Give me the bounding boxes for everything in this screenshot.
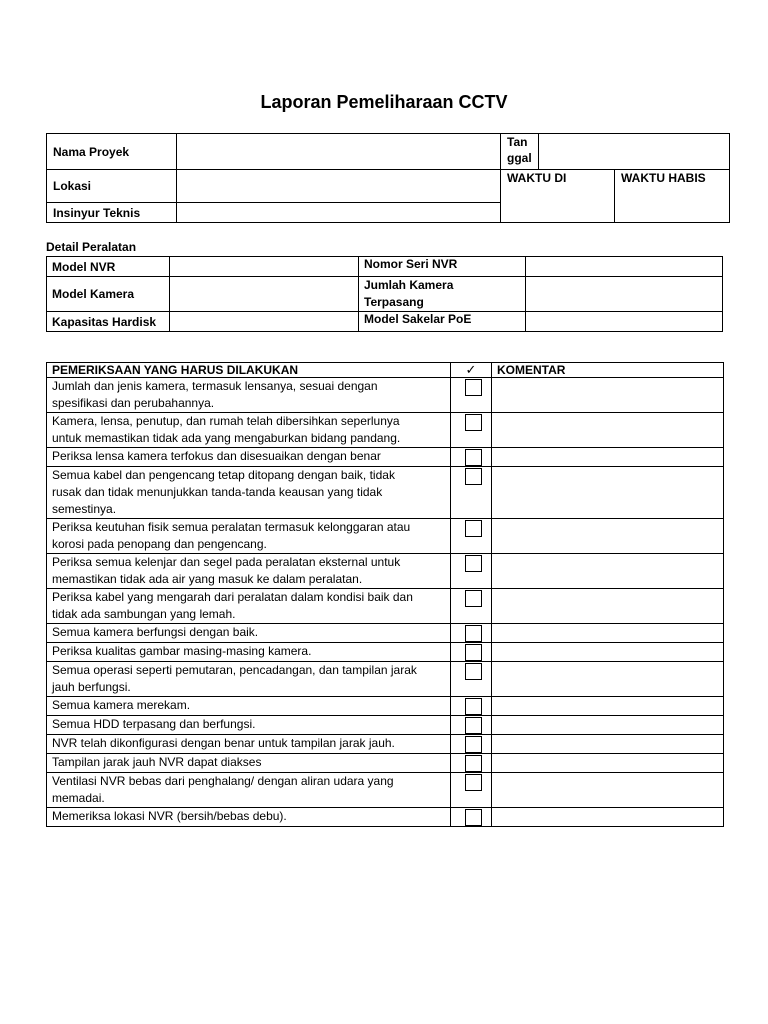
comment-field[interactable] [492,808,724,827]
checklist-item-line: Semua kamera berfungsi dengan baik. [52,625,259,639]
checklist-item-line: Periksa keutuhan fisik semua peralatan termasuk kelonggaran atau [52,520,411,534]
checklist-item-text [47,378,451,413]
jumlah-kamera-line2: Terpasang [364,295,424,309]
checklist-item-text [47,624,451,643]
model-sakelar-poe-label: Model Sakelar PoE [359,312,526,332]
checklist-checkbox[interactable] [465,809,482,826]
checklist-checkbox[interactable] [465,590,482,607]
checklist-item-line: Semua operasi seperti pemutaran, pencadangan, dan tampilan jarak [52,663,417,677]
checklist-item-text [47,554,451,589]
checkbox-cell [451,754,492,773]
checklist-item-text [47,773,451,808]
lokasi-label: Lokasi [47,170,177,203]
checklist-item-line: untuk memastikan tidak ada yang mengaburkan bidang pandang. [52,431,401,445]
comment-field[interactable] [492,697,724,716]
nomor-seri-nvr-field[interactable] [526,257,723,277]
checklist-row [47,735,724,754]
checkbox-cell [451,662,492,697]
comment-field[interactable] [492,754,724,773]
checklist-checkbox[interactable] [465,755,482,772]
checklist-item-line: Semua kabel dan pengencang tetap ditopang dengan baik, tidak [52,468,395,482]
checklist-item-line: rusak dan tidak menunjukkan tanda-tanda keausan yang tidak [52,485,383,499]
checklist-item-line: jauh berfungsi. [52,680,131,694]
waktu-habis-label: WAKTU HABIS [621,171,706,185]
checklist-item-text [47,735,451,754]
checkbox-cell [451,624,492,643]
checklist-checkbox[interactable] [465,379,482,396]
checklist-item-line: Kamera, lensa, penutup, dan rumah telah dibersihkan seperlunya [52,414,400,428]
checkbox-cell [451,716,492,735]
komentar-header-label: KOMENTAR [492,363,724,378]
checklist-item-text [47,413,451,448]
insinyur-teknis-label: Insinyur Teknis [47,203,177,223]
checklist-checkbox[interactable] [465,736,482,753]
comment-field[interactable] [492,624,724,643]
checkbox-cell [451,589,492,624]
jumlah-kamera-label [359,277,526,312]
tanggal-label-line1: Tan [507,135,528,149]
checklist-checkbox[interactable] [465,414,482,431]
tanggal-field[interactable] [539,134,730,170]
checkbox-cell [451,773,492,808]
checklist-row [47,519,724,554]
checklist-checkbox[interactable] [465,717,482,734]
checkbox-cell [451,697,492,716]
checklist-row [47,754,724,773]
checklist-checkbox[interactable] [465,555,482,572]
model-sakelar-poe-field[interactable] [526,312,723,332]
checklist-item-line: Periksa kualitas gambar masing-masing kamera. [52,644,312,658]
project-info-table [46,133,730,223]
checklist-row [47,624,724,643]
kapasitas-hardisk-field[interactable] [170,312,359,332]
checkbox-cell [451,378,492,413]
checklist-item-text [47,589,451,624]
comment-field[interactable] [492,643,724,662]
checklist-row [47,662,724,697]
checklist-item-line: semestinya. [52,502,117,516]
nama-proyek-label: Nama Proyek [47,134,177,170]
checkbox-cell [451,519,492,554]
checklist-checkbox[interactable] [465,644,482,661]
insinyur-teknis-field[interactable] [177,203,501,223]
checklist-row [47,589,724,624]
checklist-checkbox[interactable] [465,774,482,791]
checklist-row [47,643,724,662]
model-nvr-label: Model NVR [47,257,170,277]
checklist-row [47,413,724,448]
nama-proyek-field[interactable] [177,134,501,170]
comment-field[interactable] [492,413,724,448]
waktu-di-cell[interactable] [501,170,615,223]
checklist-item-line: spesifikasi dan perubahannya. [52,396,215,410]
checklist-item-text [47,754,451,773]
checklist-item-line: Semua HDD terpasang dan berfungsi. [52,717,256,731]
equipment-table [46,256,723,332]
checklist-checkbox[interactable] [465,468,482,485]
checklist-item-line: Jumlah dan jenis kamera, termasuk lensanya, sesuai dengan [52,379,378,393]
tanggal-label [501,134,539,170]
comment-field[interactable] [492,448,724,467]
jumlah-kamera-line1: Jumlah Kamera [364,278,454,292]
checklist-item-text [47,448,451,467]
model-kamera-label: Model Kamera [47,277,170,312]
checkbox-cell [451,643,492,662]
checklist-row [47,697,724,716]
checklist-item-text [47,467,451,519]
waktu-di-label: WAKTU DI [507,171,567,185]
checklist-item-line: Tampilan jarak jauh NVR dapat diakses [52,755,262,769]
checklist-item-text [47,697,451,716]
checklist-item-line: Ventilasi NVR bebas dari penghalang/ dengan aliran udara yang [52,774,394,788]
checklist-item-text [47,662,451,697]
model-nvr-field[interactable] [170,257,359,277]
kapasitas-hardisk-label: Kapasitas Hardisk [47,312,170,332]
checklist-row [47,467,724,519]
checklist-item-line: Periksa lensa kamera terfokus dan disesuaikan dengan benar [52,449,381,463]
comment-field[interactable] [492,378,724,413]
checklist-item-text [47,519,451,554]
comment-field[interactable] [492,735,724,754]
checklist-table [46,362,724,827]
jumlah-kamera-field[interactable] [526,277,723,312]
checklist-row [47,808,724,827]
checklist-checkbox[interactable] [465,663,482,680]
checklist-item-text [47,643,451,662]
checklist-item-line: korosi pada penopang dan pengencang. [52,537,267,551]
comment-field[interactable] [492,716,724,735]
checklist-row [47,448,724,467]
checklist-row [47,716,724,735]
checklist-item-line: NVR telah dikonfigurasi dengan benar untuk tampilan jarak jauh. [52,736,395,750]
checkbox-cell [451,735,492,754]
checklist-checkbox[interactable] [465,625,482,642]
comment-field[interactable] [492,662,724,697]
comment-field[interactable] [492,519,724,554]
checklist-item-line: Periksa semua kelenjar dan segel pada peralatan eksternal untuk [52,555,401,569]
model-kamera-field[interactable] [170,277,359,312]
checklist-item-line: Memeriksa lokasi NVR (bersih/bebas debu). [52,809,287,823]
checklist-row [47,378,724,413]
checkbox-cell [451,448,492,467]
comment-field[interactable] [492,589,724,624]
page-title: Laporan Pemeliharaan CCTV [260,92,508,112]
checkmark-icon: ✓ [451,363,492,378]
detail-peralatan-label: Detail Peralatan [46,240,137,254]
checklist-header-label: PEMERIKSAAN YANG HARUS DILAKUKAN [47,363,451,378]
waktu-habis-cell[interactable] [615,170,730,223]
checklist-item-line: memadai. [52,791,105,805]
checklist-item-line: Periksa kabel yang mengarah dari peralatan dalam kondisi baik dan [52,590,413,604]
checklist-row [47,554,724,589]
lokasi-field[interactable] [177,170,501,203]
checklist-checkbox[interactable] [465,449,482,466]
checkbox-cell [451,467,492,519]
checklist-item-line: Semua kamera merekam. [52,698,191,712]
checklist-checkbox[interactable] [465,520,482,537]
comment-field[interactable] [492,554,724,589]
checkbox-cell [451,413,492,448]
tanggal-label-line2: ggal [507,151,532,165]
checkbox-cell [451,808,492,827]
checklist-item-text [47,808,451,827]
comment-field[interactable] [492,467,724,519]
checkbox-cell [451,554,492,589]
checklist-checkbox[interactable] [465,698,482,715]
comment-field[interactable] [492,773,724,808]
nomor-seri-nvr-label: Nomor Seri NVR [359,257,526,277]
checklist-item-line: tidak ada sambungan yang lemah. [52,607,236,621]
checklist-row [47,773,724,808]
checklist-item-line: memastikan tidak ada air yang masuk ke dalam peralatan. [52,572,363,586]
checklist-item-text [47,716,451,735]
